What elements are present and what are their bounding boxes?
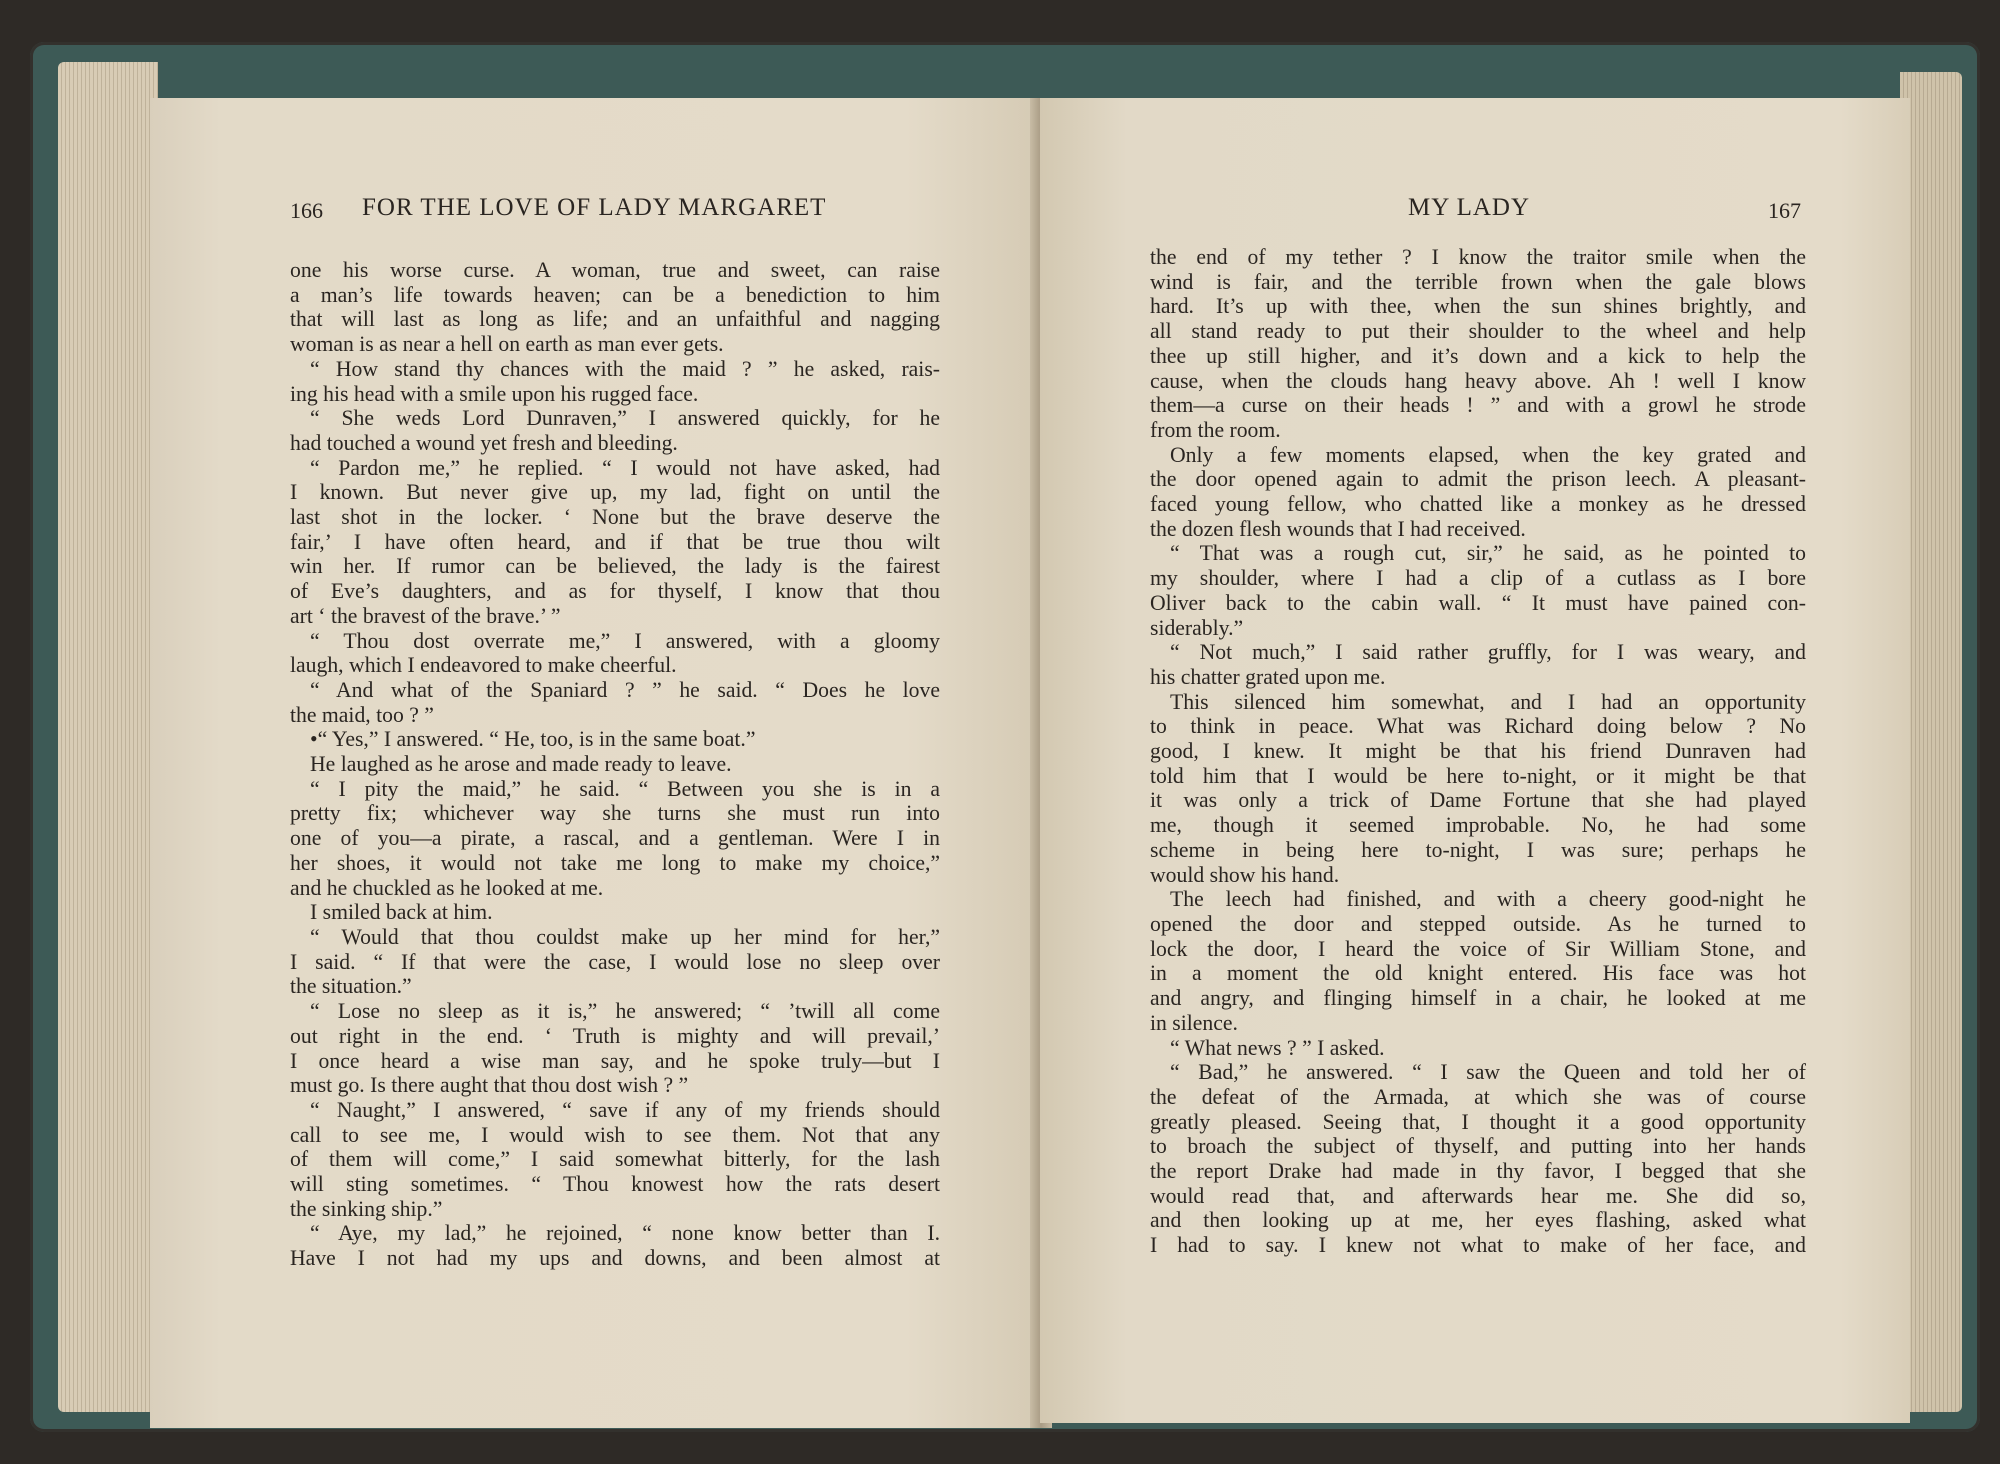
text-line: opened the door and stepped outside. As he turned to [1150, 911, 1806, 936]
left-page-number: 166 [290, 198, 323, 223]
text-line: I known. But never give up, my lad, fight on until the [290, 480, 940, 505]
text-line: a man’s life towards heaven; can be a benediction to him [290, 282, 940, 307]
text-line: to think in peace. What was Richard doing below ? No [1150, 714, 1806, 739]
text-line: the end of my tether ? I know the traitor smile when the [1150, 245, 1806, 269]
text-line: “ What news ? ” I asked. [1170, 1035, 1385, 1060]
text-line: all stand ready to put their shoulder to the wheel and help [1150, 319, 1806, 344]
text-line: would read that, and afterwards hear me. She did so, [1150, 1183, 1806, 1208]
text-line: “ Pardon me,” he replied. “ I would not have asked, had [310, 455, 940, 480]
text-line: Only a few moments elapsed, when the key grated and [1170, 442, 1806, 467]
text-line: lock the door, I heard the voice of Sir William Stone, and [1150, 936, 1806, 961]
text-line: art ‘ the bravest of the brave.’ ” [290, 603, 561, 628]
text-line: last shot in the locker. ‘ None but the brave deserve the [290, 505, 940, 530]
text-line: faced young fellow, who chatted like a monkey as he dressed [1150, 492, 1806, 517]
text-line: siderably.” [1150, 615, 1244, 640]
text-line: told him that I would be here to-night, or it might be that [1150, 763, 1806, 788]
right-page-body [1150, 245, 1806, 1258]
left-running-head: FOR THE LOVE OF LADY MARGARET [362, 194, 827, 221]
text-line: This silenced him somewhat, and I had an opportunity [1170, 689, 1806, 714]
text-line: thee up still higher, and it’s down and a kick to help the [1150, 343, 1806, 368]
text-line: laugh, which I endeavored to make cheerful. [290, 653, 677, 678]
text-line: “ I pity the maid,” he said. “ Between you she is in a [310, 776, 940, 801]
text-line: from the room. [1150, 417, 1281, 442]
right-page-number: 167 [1768, 198, 1801, 223]
text-line: them—a curse on their heads ! ” and with a growl he strode [1150, 393, 1806, 418]
left-page-body [290, 258, 940, 1271]
text-line: I said. “ If that were the case, I would lose no sleep over [290, 949, 940, 974]
text-line: win her. If rumor can be believed, the lady is the fairest [290, 554, 940, 579]
text-line: “ How stand thy chances with the maid ? ” he asked, rais- [310, 356, 940, 381]
right-running-head: MY LADY [1408, 194, 1531, 221]
text-line: my shoulder, where I had a clip of a cutlass as I bore [1150, 566, 1806, 591]
text-line: of them will come,” I said somewhat bitterly, for the lash [290, 1147, 940, 1172]
text-line: had touched a wound yet fresh and bleeding. [290, 430, 678, 455]
text-line: I smiled back at him. [310, 900, 493, 925]
text-line: “ Naught,” I answered, “ save if any of my friends should [310, 1097, 940, 1122]
text-line: the dozen flesh wounds that I had received. [1150, 516, 1526, 541]
left-page [150, 98, 1040, 1428]
text-line: out right in the end. ‘ Truth is mighty and will prevail,’ [290, 1023, 940, 1048]
text-line: would show his hand. [1150, 862, 1340, 887]
text-line: greatly pleased. Seeing that, I thought it a good opportunity [1150, 1109, 1806, 1134]
text-line: the report Drake had made in thy favor, I begged that she [1150, 1159, 1806, 1184]
text-line: that will last as long as life; and an unfaithful and nagging [290, 307, 940, 332]
text-line: “ Not much,” I said rather gruffly, for I was weary, and [1170, 640, 1806, 665]
text-line: The leech had finished, and with a cheery good-night he [1170, 887, 1806, 912]
text-line: “ And what of the Spaniard ? ” he said. “ Does he love [310, 677, 940, 702]
text-line: I had to say. I knew not what to make of her face, and [1150, 1233, 1806, 1258]
text-line: fair,’ I have often heard, and if that be true thou wilt [290, 529, 940, 554]
text-line: Have I not had my ups and downs, and been almost at [290, 1246, 940, 1271]
text-line: “ She weds Lord Dunraven,” I answered quickly, for he [310, 406, 940, 431]
text-line: one his worse curse. A woman, true and sweet, can raise [290, 258, 940, 282]
text-line: pretty fix; whichever way she turns she must run into [290, 801, 940, 826]
text-line: and then looking up at me, her eyes flashing, asked what [1150, 1208, 1806, 1233]
text-line: in a moment the old knight entered. His face was hot [1150, 961, 1806, 986]
text-line: the sinking ship.” [290, 1196, 443, 1221]
text-line: call to see me, I would wish to see them. Not that any [290, 1122, 940, 1147]
text-line: it was only a trick of Dame Fortune that she had played [1150, 788, 1806, 813]
text-line: woman is as near a hell on earth as man ever gets. [290, 332, 724, 357]
text-line: “ That was a rough cut, sir,” he said, as he pointed to [1170, 541, 1806, 566]
text-line: must go. Is there aught that thou dost wish ? ” [290, 1073, 689, 1098]
text-line: me, though it seemed improbable. No, he had some [1150, 813, 1806, 838]
text-line: wind is fair, and the terrible frown when the gale blows [1150, 269, 1806, 294]
text-line: “ Lose no sleep as it is,” he answered; “ ’twill all come [310, 999, 940, 1024]
text-line: will sting sometimes. “ Thou knowest how the rats desert [290, 1172, 940, 1197]
right-page [1040, 98, 1910, 1423]
text-line: “ Thou dost overrate me,” I answered, with a gloomy [310, 628, 940, 653]
text-line: Oliver back to the cabin wall. “ It must have pained con- [1150, 590, 1806, 615]
text-line: hard. It’s up with thee, when the sun shines brightly, and [1150, 294, 1806, 319]
text-line: to broach the subject of thyself, and putting into her hands [1150, 1134, 1806, 1159]
text-line: the situation.” [290, 974, 412, 999]
text-line: ing his head with a smile upon his rugged face. [290, 381, 699, 406]
text-line: the maid, too ? ” [290, 702, 434, 727]
text-line: I once heard a wise man say, and he spoke truly—but I [290, 1048, 940, 1073]
text-line: “ Would that thou couldst make up her mind for her,” [310, 924, 940, 949]
text-line: of Eve’s daughters, and as for thyself, I know that thou [290, 579, 940, 604]
text-line: scheme in being here to-night, I was sure; perhaps he [1150, 837, 1806, 862]
text-line: “ Aye, my lad,” he rejoined, “ none know better than I. [310, 1221, 940, 1246]
text-line: her shoes, it would not take me long to make my choice,” [290, 850, 940, 875]
text-line: •“ Yes,” I answered. “ He, too, is in the same boat.” [310, 727, 756, 752]
text-line: the defeat of the Armada, at which she was of course [1150, 1084, 1806, 1109]
text-line: one of you—a pirate, a rascal, and a gentleman. Were I in [290, 826, 940, 851]
text-line: his chatter grated upon me. [1150, 664, 1386, 689]
text-line: and angry, and flinging himself in a chair, he looked at me [1150, 986, 1806, 1011]
text-line: the door opened again to admit the prison leech. A pleasant- [1150, 467, 1806, 492]
text-line: good, I knew. It might be that his friend Dunraven had [1150, 739, 1806, 764]
page-edges-left [58, 62, 158, 1412]
text-line: and he chuckled as he looked at me. [290, 875, 604, 900]
text-line: cause, when the clouds hang heavy above. Ah ! well I know [1150, 368, 1806, 393]
text-line: in silence. [1150, 1010, 1238, 1035]
text-line: “ Bad,” he answered. “ I saw the Queen and told her of [1170, 1060, 1806, 1085]
text-line: He laughed as he arose and made ready to leave. [310, 752, 732, 777]
